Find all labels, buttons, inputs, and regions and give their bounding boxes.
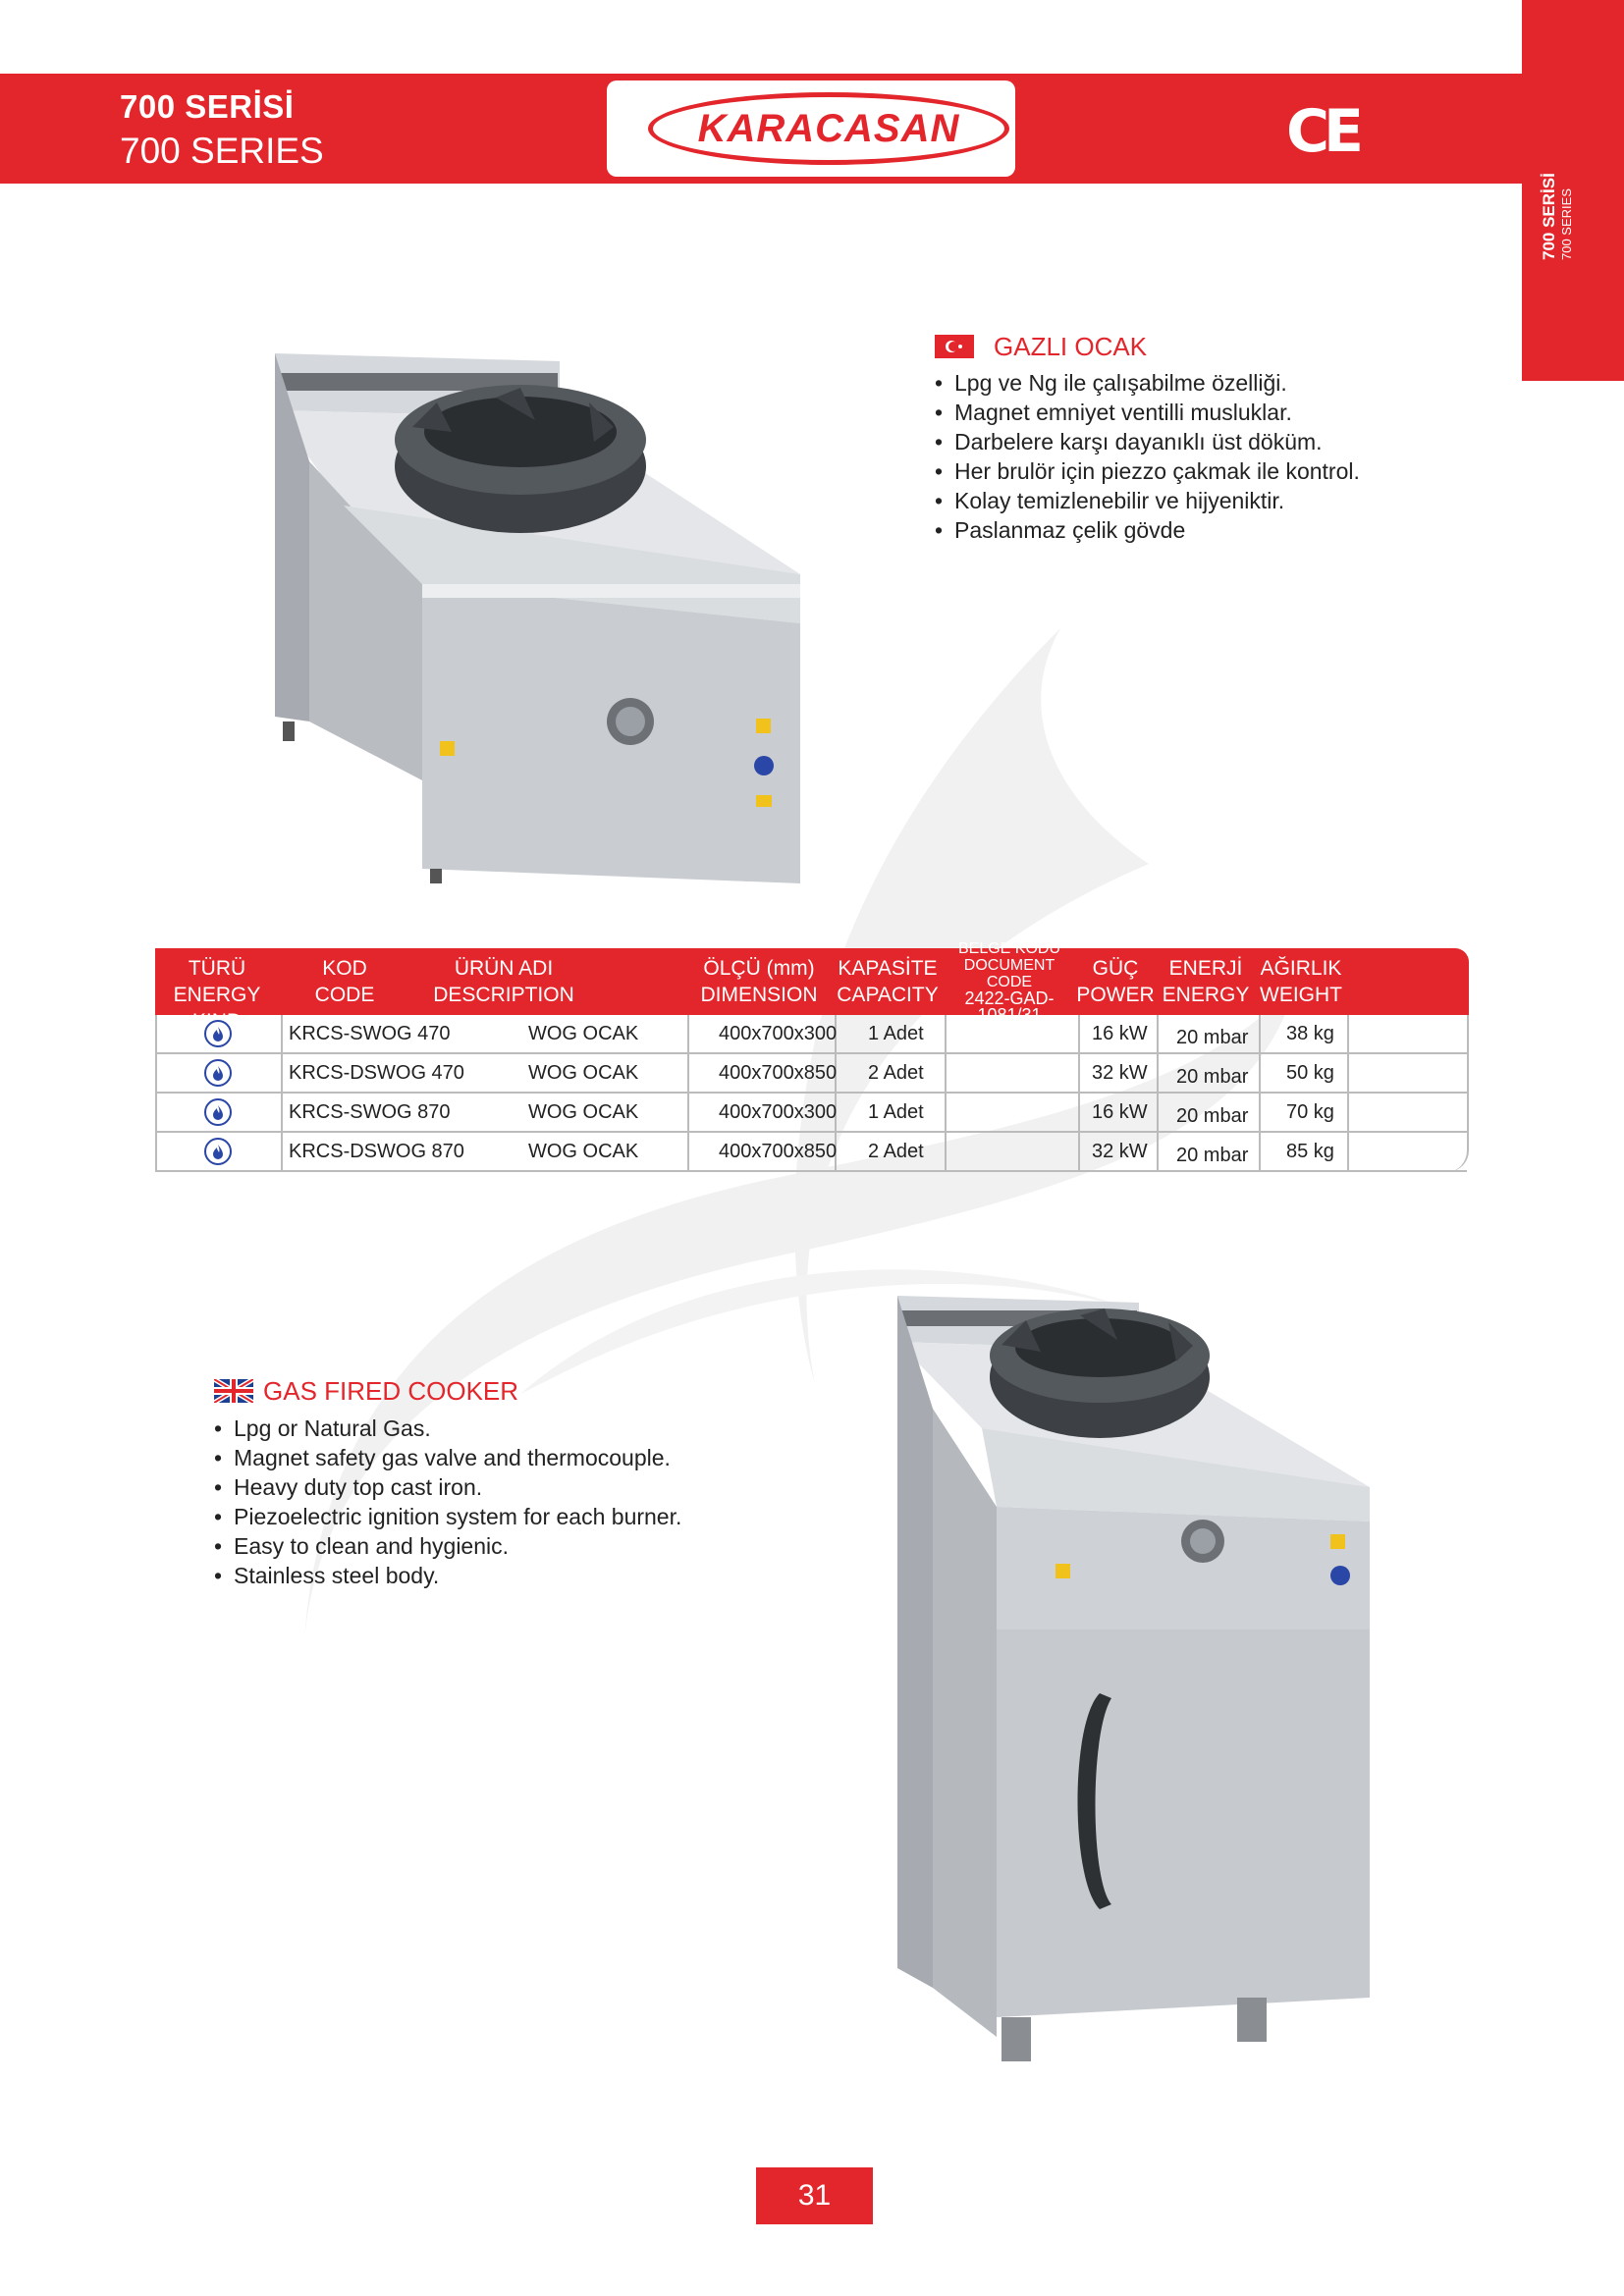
side-tab-label xyxy=(1540,173,1574,260)
header-dimension: ÖLÇÜ (mm) DIMENSION xyxy=(700,957,818,1006)
page-number: 31 xyxy=(756,2167,873,2224)
gas-flame-icon xyxy=(204,1020,232,1047)
gas-flame-icon xyxy=(204,1138,232,1165)
list-item: • Lpg ve Ng ile çalışabilme özelliği. xyxy=(935,368,1360,398)
list-item: • Her brulör için piezzo çakmak ile kontrol. xyxy=(935,456,1360,486)
cell-dimension: 400x700x850 xyxy=(719,1140,838,1162)
cell-code: KRCS-SWOG 470 xyxy=(289,1022,451,1044)
cell-power: 32 kW xyxy=(1092,1140,1148,1162)
brand-name: KARACASAN xyxy=(697,106,960,150)
header-power: GÜÇ POWER xyxy=(1076,957,1155,1006)
side-tab-label-tr: 700 SERİSİ xyxy=(1540,173,1558,260)
list-item: • Magnet safety gas valve and thermocouple. xyxy=(214,1443,681,1472)
cell-capacity: 2 Adet xyxy=(868,1140,924,1162)
product-image-floor-wok xyxy=(893,1291,1375,2066)
series-title-en: 700 SERIES xyxy=(120,131,324,171)
gas-flame-icon xyxy=(204,1098,232,1126)
list-item: • Easy to clean and hygienic. xyxy=(214,1531,681,1561)
cell-power: 16 kW xyxy=(1092,1022,1148,1044)
cell-description: WOG OCAK xyxy=(528,1061,639,1084)
table-row xyxy=(157,1094,1467,1133)
gas-flame-icon xyxy=(204,1059,232,1087)
table-row xyxy=(157,1133,1467,1172)
cell-weight: 50 kg xyxy=(1286,1061,1334,1084)
cell-dimension: 400x700x300 xyxy=(719,1022,838,1044)
cell-energy: 20 mbar xyxy=(1176,1144,1249,1166)
cell-capacity: 1 Adet xyxy=(868,1022,924,1044)
product-image-tabletop-wok xyxy=(265,334,815,883)
list-item: • Kolay temizlenebilir ve hijyeniktir. xyxy=(935,486,1360,515)
cell-weight: 85 kg xyxy=(1286,1140,1334,1162)
cell-dimension: 400x700x850 xyxy=(719,1061,838,1084)
cell-code: KRCS-DSWOG 470 xyxy=(289,1061,464,1084)
turkish-flag-icon xyxy=(935,335,974,358)
cell-dimension: 400x700x300 xyxy=(719,1100,838,1123)
spec-table xyxy=(155,931,1469,1172)
brand-logo xyxy=(648,92,1009,165)
cell-description: WOG OCAK xyxy=(528,1140,639,1162)
en-section-title: GAS FIRED COOKER xyxy=(263,1376,519,1406)
header-energy-kind: ENERJİ TÜRÜ ENERGY KIND xyxy=(173,931,261,1033)
cell-code: KRCS-DSWOG 870 xyxy=(289,1140,464,1162)
cell-description: WOG OCAK xyxy=(528,1100,639,1123)
cell-description: WOG OCAK xyxy=(528,1022,639,1044)
list-item: • Lpg or Natural Gas. xyxy=(214,1414,681,1443)
cell-energy: 20 mbar xyxy=(1176,1026,1249,1048)
header-description: ÜRÜN ADI DESCRIPTION xyxy=(433,957,574,1006)
list-item: • Stainless steel body. xyxy=(214,1561,681,1590)
list-item: • Piezoelectric ignition system for each burner. xyxy=(214,1502,681,1531)
en-feature-list xyxy=(214,1414,681,1590)
cell-energy: 20 mbar xyxy=(1176,1065,1249,1088)
cell-capacity: 1 Adet xyxy=(868,1100,924,1123)
list-item: • Darbelere karşı dayanıklı üst döküm. xyxy=(935,427,1360,456)
header-weight: AĞIRLIK WEIGHT xyxy=(1260,957,1342,1006)
list-item: • Magnet emniyet ventilli musluklar. xyxy=(935,398,1360,427)
list-item: • Paslanmaz çelik gövde xyxy=(935,515,1360,545)
uk-flag-icon xyxy=(214,1379,253,1403)
cell-energy: 20 mbar xyxy=(1176,1104,1249,1127)
side-tab-label-en: 700 SERIES xyxy=(1559,188,1574,260)
cell-power: 16 kW xyxy=(1092,1100,1148,1123)
tr-feature-list xyxy=(935,368,1360,545)
header-energy: ENERJİ ENERGY xyxy=(1162,957,1250,1006)
table-row xyxy=(157,1054,1467,1094)
series-title-tr: 700 SERİSİ xyxy=(120,88,295,125)
cell-capacity: 2 Adet xyxy=(868,1061,924,1084)
cell-weight: 38 kg xyxy=(1286,1022,1334,1044)
table-body xyxy=(155,1015,1469,1172)
tr-section-title: GAZLI OCAK xyxy=(994,332,1148,361)
ce-mark: CE xyxy=(1286,97,1359,166)
cell-code: KRCS-SWOG 870 xyxy=(289,1100,451,1123)
header-capacity: KAPASİTE CAPACITY xyxy=(837,957,939,1006)
header-code: KOD CODE xyxy=(314,957,375,1006)
list-item: • Heavy duty top cast iron. xyxy=(214,1472,681,1502)
table-row xyxy=(157,1015,1467,1054)
cell-power: 32 kW xyxy=(1092,1061,1148,1084)
header-document-code: BELGE KODU DOCUMENT CODE 2422-GAD-1081/31 xyxy=(957,939,1061,1025)
cell-weight: 70 kg xyxy=(1286,1100,1334,1123)
